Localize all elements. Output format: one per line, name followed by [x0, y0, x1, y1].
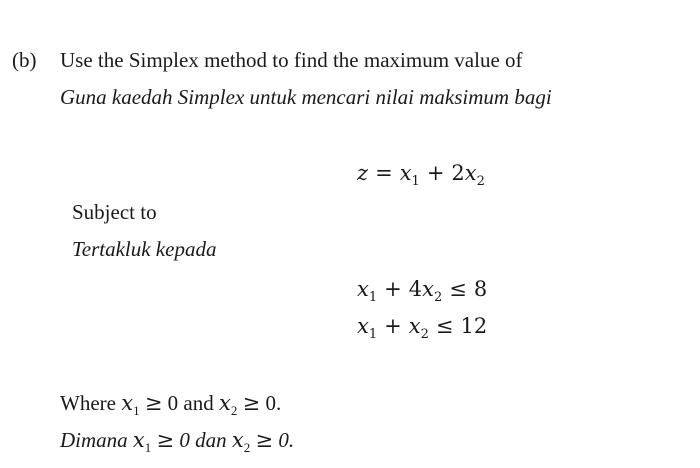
nonneg-ms-rel2: ≥ [255, 428, 274, 452]
nonneg-en-val2: 0 [265, 391, 276, 415]
nonneg-ms-conj: dan [195, 428, 227, 452]
objective-term2-var: x [464, 161, 477, 185]
constraint-2-sub2: 2 [420, 327, 429, 342]
nonnegativity-malay [60, 430, 294, 454]
prompt-malay: Guna kaedah Simplex untuk mencari nilai maksimum bagi [60, 85, 552, 109]
objective-term2-sub: 2 [476, 174, 485, 189]
constraint-1-relation: ≤ [449, 277, 467, 301]
nonneg-ms-val1: 0 [179, 428, 190, 452]
constraint-2-plus: + [384, 314, 402, 338]
constraint-1-coef2: 4 [408, 277, 423, 301]
nonneg-en-prefix: Where [60, 391, 116, 415]
nonneg-ms-rel1: ≥ [156, 428, 175, 452]
nonneg-ms-var2: x [231, 428, 244, 452]
constraint-2-var2: x [408, 314, 421, 338]
constraint-2 [357, 316, 487, 341]
nonneg-ms-prefix: Dimana [60, 428, 128, 452]
constraint-2-sub1: 1 [368, 327, 378, 342]
question-label: (b) [12, 48, 37, 72]
nonneg-ms-sub1: 1 [144, 440, 152, 455]
nonneg-ms-end: . [288, 428, 295, 452]
nonneg-en-sub1: 1 [133, 403, 140, 418]
constraint-1-var2: x [422, 277, 434, 301]
constraint-1-var1: x [357, 277, 369, 301]
nonnegativity-english [60, 393, 281, 417]
objective-term1-var: x [399, 161, 412, 185]
objective-plus: + [426, 161, 445, 185]
prompt-english: Use the Simplex method to find the maximum value of [60, 48, 523, 72]
constraint-1 [357, 279, 487, 304]
nonneg-en-val1: 0 [167, 391, 179, 415]
subject-to-english: Subject to [72, 200, 157, 224]
constraint-1-plus: + [384, 277, 402, 301]
nonneg-en-sub2: 2 [230, 403, 238, 418]
nonneg-ms-val2: 0 [278, 428, 289, 452]
objective-function [357, 163, 485, 188]
constraint-2-var1: x [357, 314, 369, 338]
nonneg-en-rel1: ≥ [144, 391, 163, 415]
constraint-1-rhs: 8 [473, 277, 488, 301]
objective-term2-coef: 2 [451, 161, 465, 185]
nonneg-ms-sub2: 2 [243, 440, 251, 455]
nonneg-en-var2: x [219, 391, 231, 415]
nonneg-ms-var1: x [132, 428, 145, 452]
constraint-1-sub2: 2 [433, 290, 443, 305]
constraint-2-relation: ≤ [435, 314, 454, 338]
nonneg-en-end: . [275, 391, 282, 415]
nonneg-en-var1: x [121, 391, 134, 415]
objective-term1-sub: 1 [411, 174, 420, 189]
constraint-1-sub1: 1 [368, 290, 378, 305]
objective-lhs: z [357, 161, 369, 185]
nonneg-en-conj: and [183, 391, 214, 415]
nonneg-en-rel2: ≥ [242, 391, 261, 415]
constraint-2-rhs: 12 [460, 314, 488, 338]
subject-to-malay: Tertakluk kepada [72, 237, 217, 261]
objective-equals: = [375, 161, 393, 185]
